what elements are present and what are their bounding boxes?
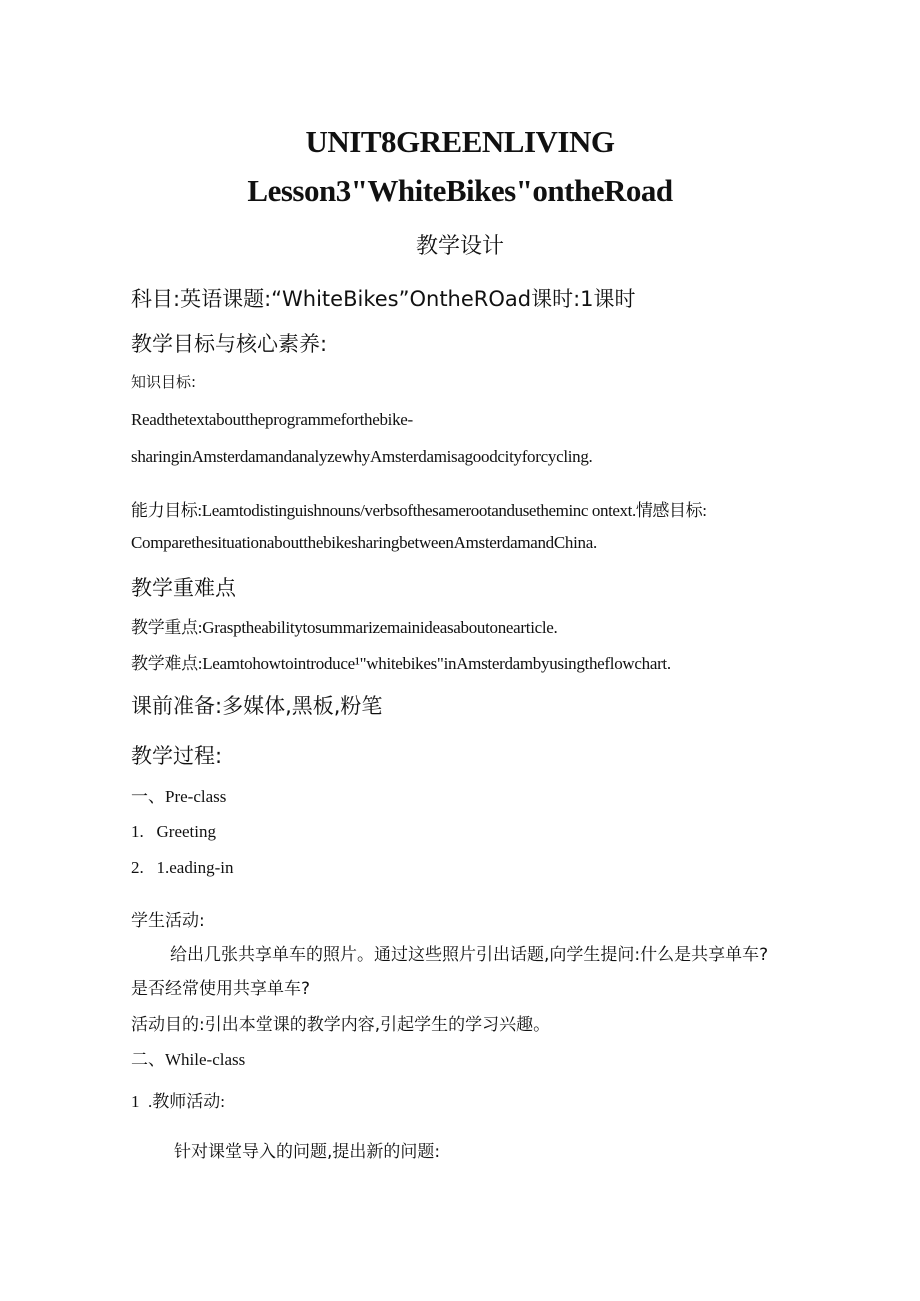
subject-line: 科目:英语课题:“WhiteBikes”OntheROad课时:1课时 [131,287,636,311]
key-point: 教学重点:Grasptheabilitytosummarizemainideasaboutonearticle. [131,618,558,637]
student-activity-label: 学生活动: [131,911,205,931]
student-activity-text-1: 给出几张共享单车的照片。通过这些照片引出话题,向学生提问:什么是共享单车? [170,945,769,965]
ability-line: 能力目标:Leamtodistinguishnouns/verbsofthesamerootandusetheminc ontext.情感目标: [131,501,707,520]
design-title: 教学设计 [415,234,504,259]
lesson-title: Lesson3"WhiteBikes"ontheRoad [247,173,673,208]
section-while-class: 二、While-class [131,1050,246,1069]
emotion-text: ComparethesituationaboutthebikesharingbetweenAmsterdamandChina. [131,533,597,552]
knowledge-text-1: Readthetextabouttheprogrammeforthebike- [131,410,413,429]
knowledge-text-2: sharinginAmsterdamandanalyzewhyAmsterdamisagoodcityforcycling. [131,447,593,466]
item-greeting: 1. Greeting [131,822,216,841]
prep-line: 课前准备:多媒体,黑板,粉笔 [131,694,383,718]
unit-title: UNIT8GREENLIVING [305,124,615,159]
student-activity-text-2: 是否经常使用共享单车? [131,979,311,999]
key-difficult-heading: 教学重难点 [131,576,236,600]
item-leading-in: 2. 1.eading-in [131,858,234,877]
difficult-point: 教学难点:Leamtohowtointroduce¹"whitebikes"inAmsterdambyusingtheflowchart. [131,654,671,673]
knowledge-label: 知识目标: [131,373,197,391]
teacher-activity-text: 针对课堂导入的问题,提出新的问题: [174,1142,441,1162]
goals-heading: 教学目标与核心素养: [131,332,328,356]
teacher-activity-label: 1 .教师活动: [131,1092,225,1111]
process-heading: 教学过程: [131,744,223,768]
section-pre-class: 一、Pre-class [131,787,227,806]
activity-purpose: 活动目的:引出本堂课的教学内容,引起学生的学习兴趣。 [131,1015,551,1035]
